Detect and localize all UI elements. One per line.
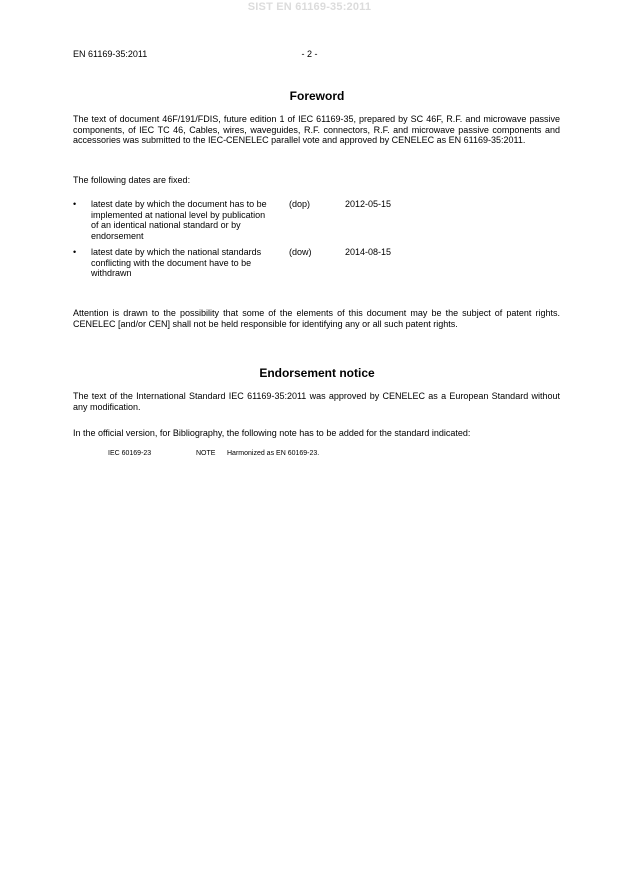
date-item-date: 2014-08-15 (345, 247, 392, 257)
date-item-code: (dop) (289, 199, 311, 209)
note-standard: IEC 60169-23 (108, 450, 152, 457)
page-number: - 2 - (301, 49, 318, 59)
bullet-icon: • (73, 247, 77, 257)
bibliography-text: In the official version, for Bibliography, the following note has to be added for the standard indicated: (73, 428, 471, 438)
dates-intro: The following dates are fixed: (73, 175, 191, 185)
bullet-icon: • (73, 199, 77, 209)
document-id: EN 61169-35:2011 (73, 49, 148, 59)
watermark: SIST EN 61169-35:2011 (247, 1, 372, 13)
date-item-text: latest date by which the document has to be implemented at national level by publication of an identical national standard or by endorsement (91, 199, 267, 241)
date-item-code: (dow) (289, 247, 312, 257)
date-item-dop (73, 199, 493, 247)
date-item-date: 2012-05-15 (345, 199, 392, 209)
date-item-dow (73, 247, 493, 287)
endorsement-title: Endorsement notice (259, 366, 375, 380)
foreword-title: Foreword (289, 89, 345, 103)
endorsement-text: The text of the International Standard IEC 61169-35:2011 was approved by CENELEC as a European Standard without any modification. (73, 391, 560, 412)
note-text: Harmonized as EN 60169-23. (227, 450, 320, 457)
foreword-intro: The text of document 46F/191/FDIS, future edition 1 of IEC 61169-35, prepared by SC 46F, R.F. and microwave passive components, of IEC TC 46, Cables, wires, waveguides, R.F. connectors, R.F. and microwave passive components and accessories was submitted to the IEC-CENELEC parallel vote and approved by CENELEC as EN 61169-35:2011. (73, 114, 560, 145)
attention-paragraph: Attention is drawn to the possibility that some of the elements of this document may be the subject of patent rights. CENELEC [and/or CEN] shall not be held responsible for identifying any or all such patent rights. (73, 308, 560, 329)
date-item-text: latest date by which the national standards conflicting with the document have to be withdrawn (91, 247, 262, 278)
dates-list (73, 199, 493, 287)
note-label: NOTE (196, 450, 216, 457)
